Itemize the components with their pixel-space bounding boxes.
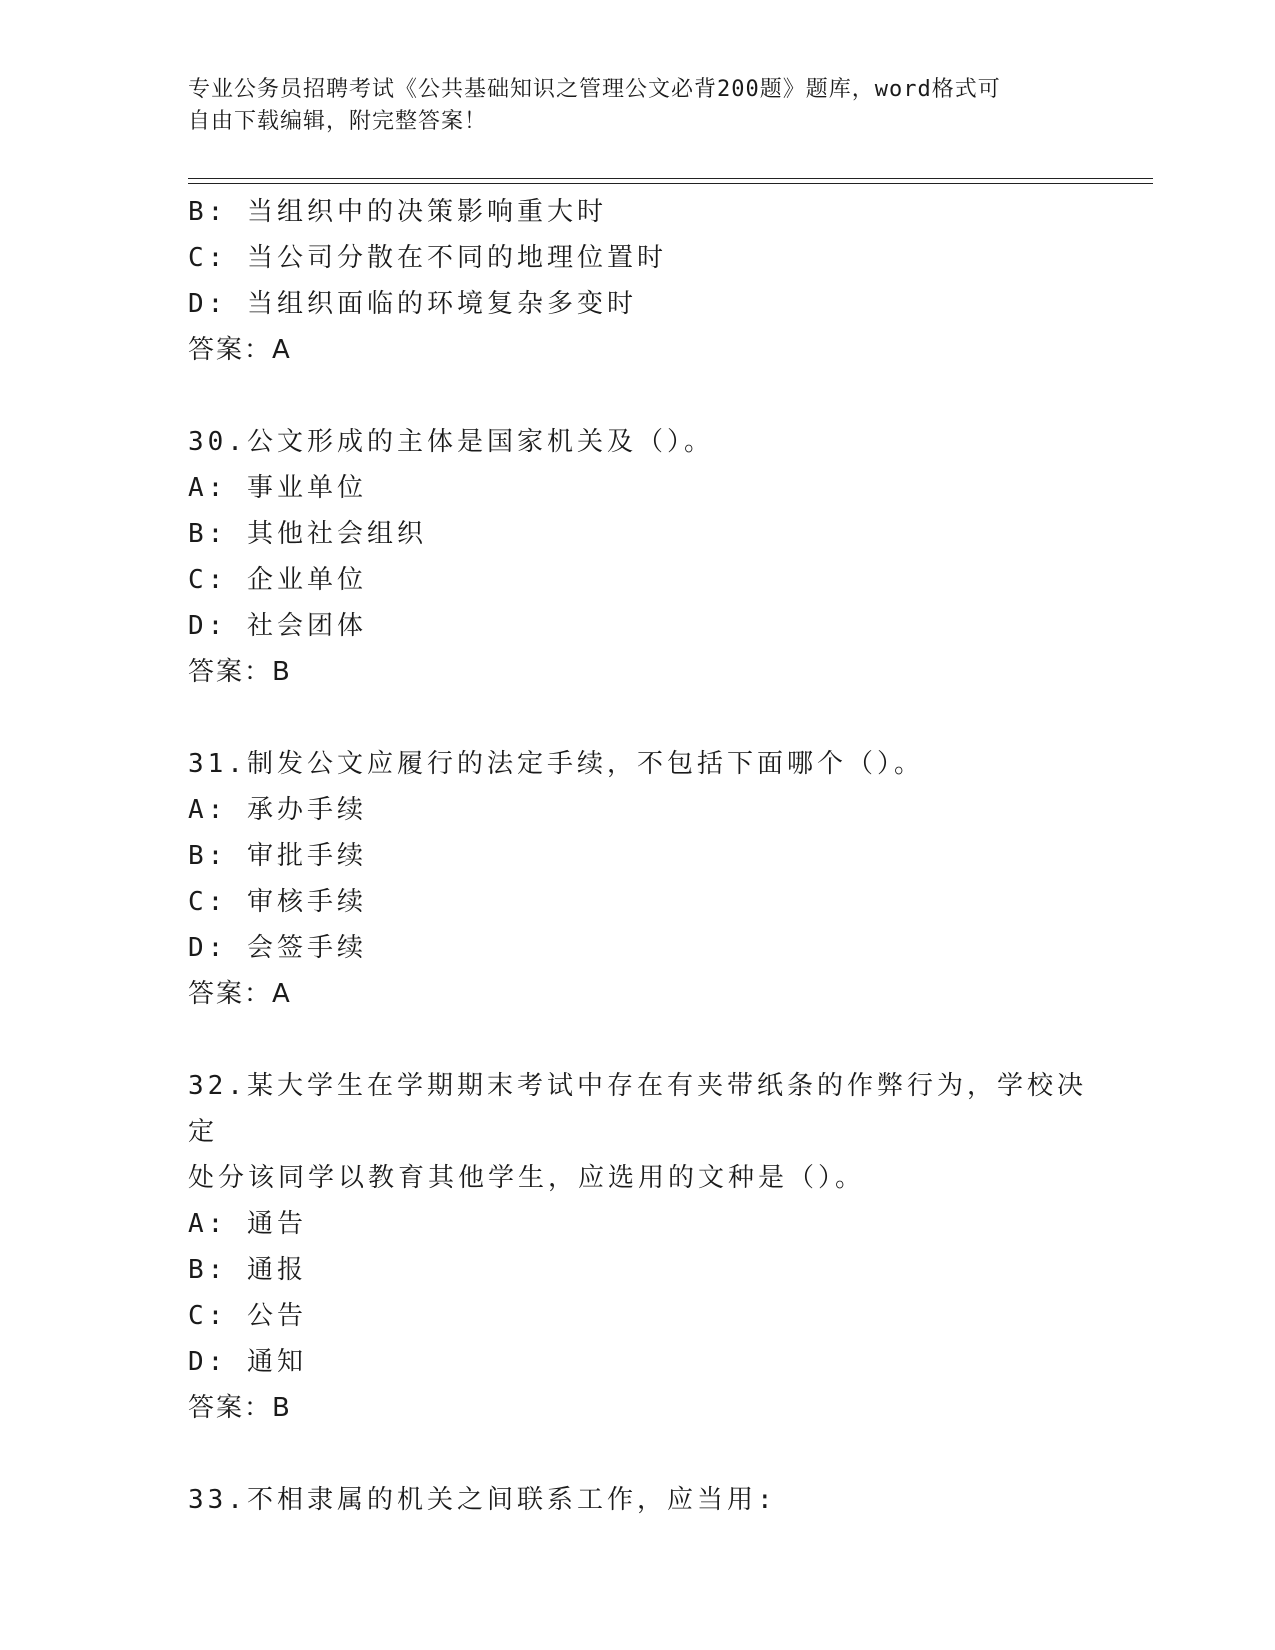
spacer — [188, 373, 1088, 419]
option-b: B: 当组织中的决策影响重大时 — [188, 197, 607, 227]
header-divider-top — [188, 178, 1153, 179]
question-stem: 33.不相隶属的机关之间联系工作，应当用: — [188, 1485, 777, 1515]
option-c: C: 审核手续 — [188, 887, 367, 917]
option-c: C: 当公司分散在不同的地理位置时 — [188, 243, 667, 273]
option-b: B: 审批手续 — [188, 841, 367, 871]
header-divider-bottom — [188, 183, 1153, 184]
option-c: C: 企业单位 — [188, 565, 367, 595]
option-a: A: 通告 — [188, 1209, 307, 1239]
answer-line: 答案：B — [188, 657, 292, 687]
spacer — [188, 1431, 1088, 1477]
question-stem-line-2: 处分该同学以教育其他学生，应选用的文种是（）。 — [188, 1163, 866, 1193]
option-d: D: 当组织面临的环境复杂多变时 — [188, 289, 637, 319]
option-a: A: 承办手续 — [188, 795, 367, 825]
option-a: A: 事业单位 — [188, 473, 367, 503]
answer-line: 答案：A — [188, 979, 292, 1009]
spacer — [188, 695, 1088, 741]
question-31 — [188, 741, 1088, 1017]
question-30 — [188, 419, 1088, 695]
header-line-2: 自由下载编辑，附完整答案！ — [188, 109, 488, 134]
question-stem: 30.公文形成的主体是国家机关及（）。 — [188, 427, 714, 457]
question-stem: 31.制发公文应履行的法定手续，不包括下面哪个（）。 — [188, 749, 924, 779]
header-line-1: 专业公务员招聘考试《公共基础知识之管理公文必背200题》题库，word格式可 — [188, 77, 1001, 102]
question-list — [188, 189, 1088, 1523]
option-b: B: 其他社会组织 — [188, 519, 427, 549]
answer-line: 答案：B — [188, 1393, 292, 1423]
option-b: B: 通报 — [188, 1255, 307, 1285]
document-header — [188, 74, 1068, 138]
spacer — [188, 1017, 1088, 1063]
question-fragment — [188, 189, 1088, 373]
option-c: C: 公告 — [188, 1301, 307, 1331]
option-d: D: 通知 — [188, 1347, 307, 1377]
answer-line: 答案：A — [188, 335, 292, 365]
question-stem-line-1: 32.某大学生在学期期末考试中存在有夹带纸条的作弊行为，学校决定 — [188, 1071, 1087, 1147]
question-32 — [188, 1063, 1088, 1431]
question-33 — [188, 1477, 1088, 1523]
option-d: D: 社会团体 — [188, 611, 367, 641]
option-d: D: 会签手续 — [188, 933, 367, 963]
